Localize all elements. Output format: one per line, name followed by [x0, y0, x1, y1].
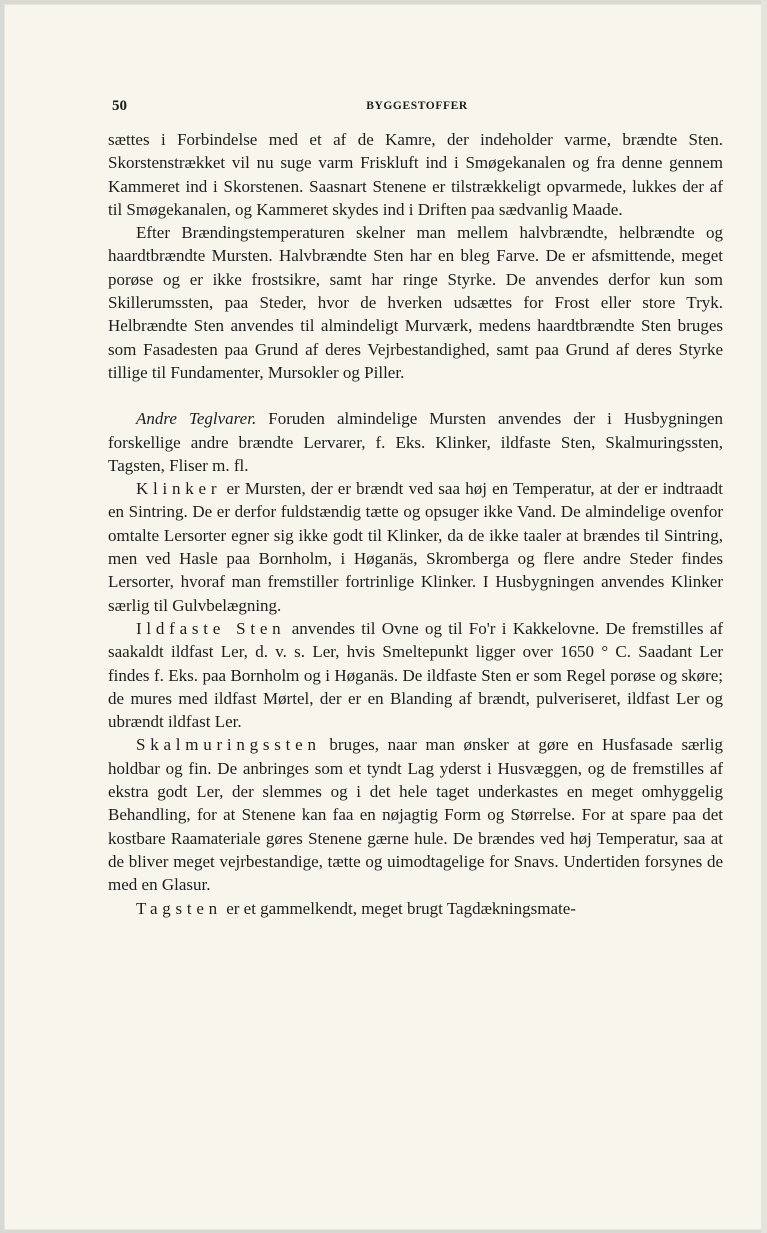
term-firebrick: Ildfaste Sten	[136, 618, 286, 638]
term-roof-tiles: Tagsten	[136, 898, 222, 918]
paragraph-clinker	[108, 477, 723, 617]
page-number: 50	[112, 98, 127, 114]
paragraph-text: er et gammelkendt, meget brugt Tagdækningsmate-	[226, 898, 576, 918]
paragraph-text: er Mursten, der er brændt ved saa høj en Temperatur, at der er indtraadt en Sintring. De er derfor fuldstændig tætte og opsuger ikke Vand. De almindelige ovenfor omtalte Lersorter egner sig ikke godt til Klinker, da de ikke taaler at brændes til Sintring, men ved Hasle paa Bornholm, i Høganäs, Skromberga og flere andre Steder findes Lersorter, hvoraf man fremstiller fortrinlige Klinker. I Husbygningen anvendes Klinker særlig til Gulvbelægning.	[108, 479, 724, 615]
paragraph-facing-brick	[108, 733, 723, 896]
paragraph-brick-types: Efter Brændingstemperaturen skelner man mellem halvbrændte, helbrændte og haardtbrændte Mursten. Halvbrændte Sten har en bleg Farve. De er afsmittende, meget porøse og er ikke frostsikre, samt har ringe Styrke. De anvendes derfor kun som Skillerumssten, paa Steder, hvor de hverken udsættes for Frost eller store Tryk. Helbrændte Sten anvendes til almindeligt Murværk, medens haardtbrændte Sten bruges som Fasadesten paa Grund af deres Vejrbestandighed, samt paa Grund af deres Styrke tillige til Fundamenter, Mursokler og Piller.	[108, 223, 723, 382]
paragraph-text: Foruden almindelige Mursten anvendes der i Husbygningen forskellige andre brændte Lervarer, f. Eks. Klinker, ildfaste Sten, Skalmuringssten, Tagsten, Fliser m. fl.	[108, 409, 724, 475]
paragraph-text: anvendes til Ovne og til Fo'r i Kakkelovne. De fremstilles af saakaldt ildfast Ler, d. v. s. Ler, hvis Smeltepunkt ligger over 1650 ° C. Saadant Ler findes f. Eks. paa Bornholm og i Høganäs. De ildfaste Sten er som Regel porøse og skøre; de mures med ildfast Mørtel, der er en Blanding af brændt, pulveriseret, ildfast Ler og ubrændt ildfast Ler.	[108, 618, 723, 732]
paragraph-firebrick	[108, 617, 723, 733]
term-clinker: Klinker	[136, 479, 222, 499]
running-title: BYGGESTOFFER	[366, 100, 468, 112]
section-heading: Andre Teglvarer.	[136, 409, 257, 429]
book-page	[4, 4, 762, 1230]
page-edge	[761, 0, 767, 1233]
paragraph-roof-tiles	[108, 897, 723, 920]
page-header	[112, 98, 722, 118]
paragraph-other-clay-products	[108, 407, 723, 477]
term-facing-brick: Skalmuringssten	[136, 735, 321, 755]
page-body	[108, 128, 723, 920]
paragraph-text: bruges, naar man ønsker at gøre en Husfasade særlig holdbar og fin. De anbringes som et tyndt Lag yderst i Husvæggen, og de fremstilles af ekstra godt Ler, der slemmes og i det hele taget underkastes en meget omhyggelig Behandling, for at Stenene kan faa en nøjagtig Form og Størrelse. For at spare paa det kostbare Raamateriale gøres Stenene gærne hule. De brændes ved høj Temperatur, saa at de bliver meget vejrbestandige, tætte og uimodtagelige for Snavs. Undertiden forsynes de med en Glasur.	[108, 735, 724, 895]
paragraph-continuation: sættes i Forbindelse med et af de Kamre, der indeholder varme, brændte Sten. Skorstenstrækket vil nu suge varm Friskluft ind i Smøgekanalen og fra denne gennem Kammeret ind i Skorstenen. Saasnart Stenene er tilstrækkeligt opvarmede, lukkes der af til Smøgekanalen, og Kammeret skydes ind i Driften paa sædvanlig Maade.	[108, 130, 723, 219]
